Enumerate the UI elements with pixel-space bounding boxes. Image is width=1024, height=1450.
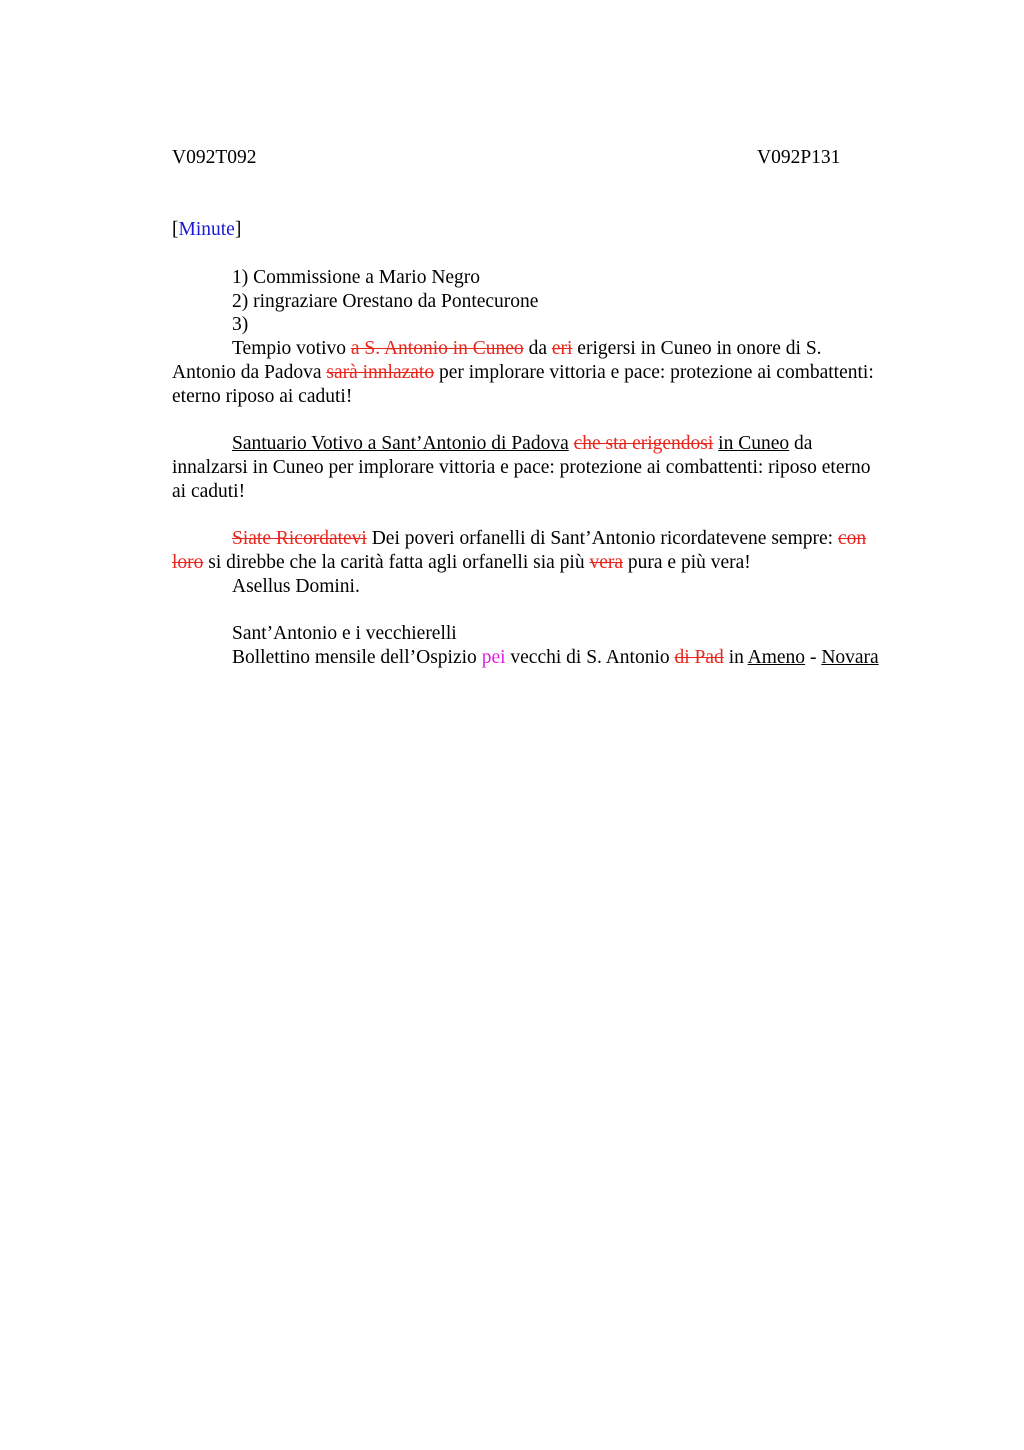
paragraph-1-line-3: eterno riposo ai caduti! xyxy=(172,386,353,407)
signature-line: Asellus Domini. xyxy=(232,576,360,597)
paragraph-2-line-1 xyxy=(232,432,812,456)
underlined-text: Santuario Votivo a Sant’Antonio di Padova xyxy=(232,433,569,454)
paragraph-4-line xyxy=(232,646,879,670)
text-run: pura e più vera! xyxy=(623,552,751,573)
underlined-text: Ameno xyxy=(747,647,806,668)
section-title: Minute xyxy=(178,219,235,240)
deleted-text: di Pad xyxy=(674,647,724,668)
deleted-text: vera xyxy=(589,552,624,573)
highlighted-text: pei xyxy=(481,647,506,668)
text-run: - xyxy=(805,647,822,668)
list-item-1: 1) Commissione a Mario Negro xyxy=(232,267,481,288)
header-right-code: V092P131 xyxy=(757,147,841,168)
bracket-open: [ xyxy=(172,219,179,240)
list-item-2: 2) ringraziare Orestano da Pontecurone xyxy=(232,291,539,312)
text-run: Antonio da Padova xyxy=(172,362,327,383)
underlined-text: in Cuneo xyxy=(718,433,790,454)
text-run: erigersi in Cuneo in onore di S. xyxy=(572,338,822,359)
deleted-text: eri xyxy=(551,338,573,359)
paragraph-1-line-1 xyxy=(232,337,822,361)
header-left-code: V092T092 xyxy=(172,147,257,168)
paragraph-2-line-3: ai caduti! xyxy=(172,481,246,502)
paragraph-3-line-1 xyxy=(232,527,866,551)
paragraph-1-line-2 xyxy=(172,361,874,385)
header-right xyxy=(757,146,840,170)
text-run: per implorare vittoria e pace: protezione ai combattenti: xyxy=(434,362,874,383)
text-run: Tempio votivo xyxy=(232,338,351,359)
bracket-close: ] xyxy=(234,219,242,240)
paragraph-4-title: Sant’Antonio e i vecchierelli xyxy=(232,623,457,644)
deleted-text: a S. Antonio in Cuneo xyxy=(350,338,524,359)
text-run: da xyxy=(523,338,552,359)
list-item-3: 3) xyxy=(232,314,249,335)
text-run: si direbbe che la carità fatta agli orfanelli sia più xyxy=(203,552,590,573)
text-run: da xyxy=(789,433,813,454)
paragraph-3-line-2 xyxy=(172,551,751,575)
underlined-text: Novara xyxy=(821,647,879,668)
text-run: vecchi di S. Antonio xyxy=(505,647,675,668)
paragraph-2-line-2: innalzarsi in Cuneo per implorare vittoria e pace: protezione ai combattenti: riposo eterno xyxy=(172,457,871,478)
deleted-text: sarà innlazato xyxy=(326,362,435,383)
text-run: Bollettino mensile dell’Ospizio xyxy=(232,647,482,668)
header-line xyxy=(172,146,257,170)
text-run: Dei poveri orfanelli di Sant’Antonio ricordatevene sempre: xyxy=(366,528,838,549)
deleted-text: Siate Ricordatevi xyxy=(232,528,367,549)
text-run: in xyxy=(723,647,748,668)
deleted-text: con xyxy=(837,528,867,549)
deleted-text: loro xyxy=(172,552,204,573)
deleted-text: che sta erigendosi xyxy=(573,433,714,454)
section-label xyxy=(172,218,241,242)
